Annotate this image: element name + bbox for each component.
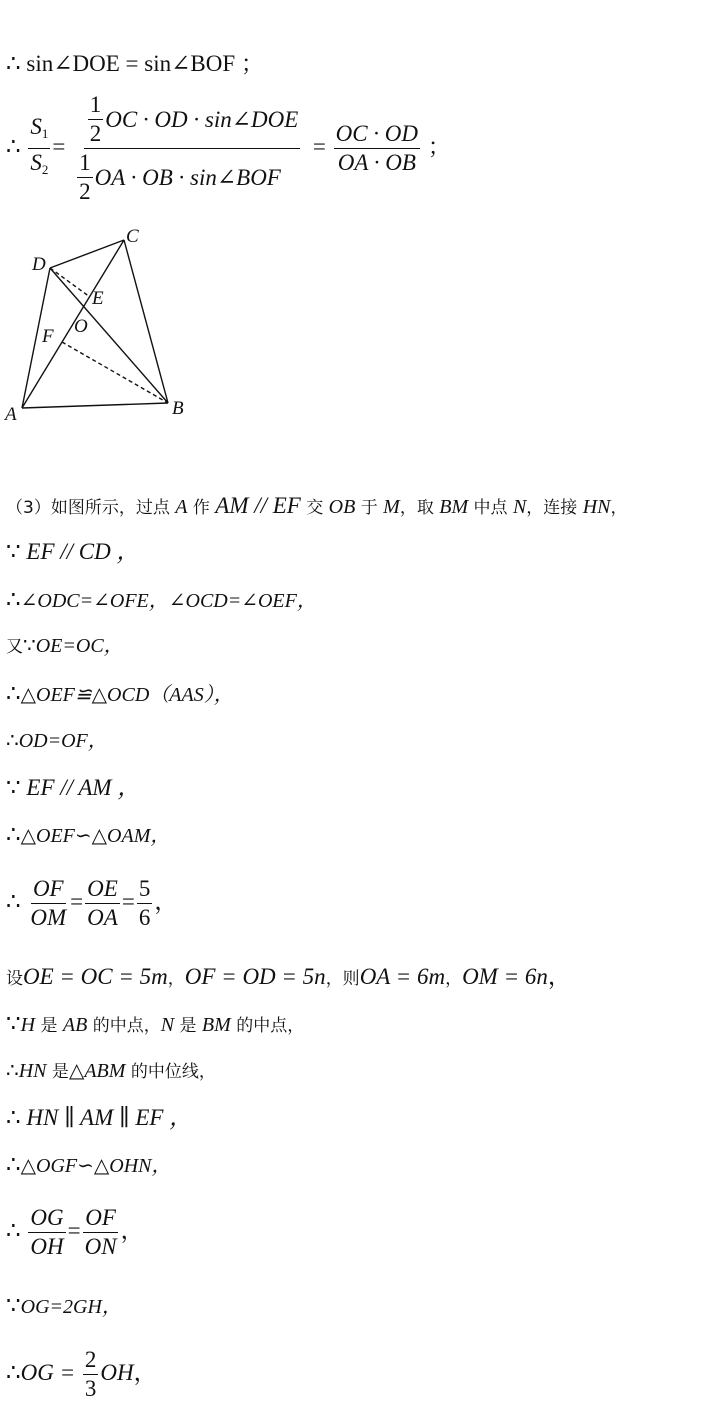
five-sixths — [137, 876, 153, 931]
therefore-symbol: ∴ — [6, 133, 21, 159]
comma: ， — [445, 969, 463, 989]
text-seg: 作 — [187, 498, 216, 518]
dashed-de — [50, 268, 90, 297]
because-symbol: ∵ — [6, 539, 21, 564]
text-seg: 的中位线， — [125, 1062, 216, 1082]
line-congruent — [6, 682, 234, 707]
sin-bof: sin∠BOF — [144, 51, 236, 76]
therefore-symbol: ∴ — [6, 681, 21, 706]
text-seg: 是 — [174, 1016, 202, 1036]
og-eq: OG = — [20, 1359, 81, 1385]
ef-parallel-am: EF // AM ， — [20, 775, 141, 800]
top-product: OC · OD · sin∠DOE — [105, 106, 299, 132]
therefore-symbol: ∴ — [6, 1217, 21, 1243]
line-oe-eq-oc — [6, 634, 124, 659]
segment-ob: OB — [328, 496, 356, 518]
side-ratio-fraction — [334, 121, 420, 176]
comma: ， — [547, 964, 571, 989]
den: 6 — [138, 905, 151, 930]
s1-sub: 1 — [41, 126, 49, 141]
segment-hn: HN — [18, 1060, 47, 1082]
half-den: 2 — [89, 121, 102, 146]
triangle-similarity-2: △OGF∽△OHN， — [20, 1155, 172, 1177]
line-sin-equal — [6, 52, 264, 76]
comma: ， — [154, 888, 178, 914]
semicolon: ； — [427, 133, 451, 159]
comma: ， — [120, 1217, 144, 1243]
line-midline — [6, 1059, 216, 1084]
point-a: A — [175, 496, 188, 518]
line-angles-equal — [6, 588, 317, 613]
text-seg: 的中点， — [87, 1016, 161, 1036]
text-seg: 交 — [300, 498, 329, 518]
segment-bm: BM — [201, 1014, 231, 1036]
point-n: N — [512, 496, 527, 518]
line-similar-oam — [6, 823, 170, 848]
text-seg: 的中点， — [230, 1016, 305, 1036]
oe-oc-value: OE = OC = 5m — [23, 964, 168, 989]
sine-area-fraction — [73, 92, 311, 205]
og-over-oh — [28, 1205, 65, 1260]
then-text: ，则 — [325, 969, 360, 989]
den: OH — [30, 1234, 64, 1259]
segment-ab: AB — [62, 1014, 88, 1036]
label-c: C — [126, 226, 139, 247]
therefore-symbol: ∴ — [6, 730, 19, 752]
s1-over-s2 — [28, 114, 50, 183]
therefore-symbol: ∴ — [6, 51, 21, 76]
s2-letter: S — [30, 150, 42, 175]
line-og-two-thirds — [6, 1347, 157, 1402]
line-og-2gh — [6, 1294, 122, 1319]
oh-term: OH — [100, 1359, 134, 1385]
because-symbol: ∵ — [23, 635, 36, 657]
rhs-den: OA · OB — [337, 150, 416, 175]
therefore-symbol: ∴ — [6, 888, 21, 914]
therefore-symbol: ∴ — [6, 1152, 21, 1177]
bottom-product: OA · OB · sin∠BOF — [94, 164, 281, 190]
label-e: E — [92, 288, 104, 309]
line-og-oh-ratio: ∴ $\frac{OG}{OH}$ = $\frac{OF}{ON}$ ， — [6, 1205, 144, 1259]
half-bottom — [77, 150, 93, 205]
oa-value: OA = 6m — [359, 964, 446, 989]
half-num: 1 — [88, 92, 104, 120]
s1-letter: S — [30, 114, 42, 139]
of-over-om — [28, 876, 68, 931]
triangle-abm: △ABM — [68, 1060, 126, 1082]
den: 3 — [84, 1376, 97, 1401]
half-top — [88, 92, 104, 147]
text-seg: ，取 — [399, 498, 440, 518]
sin-doe: sin∠DOE — [26, 51, 120, 76]
num: OF — [83, 1205, 118, 1233]
therefore-symbol: ∴ — [6, 1060, 19, 1082]
quadrilateral-figure — [2, 222, 202, 427]
segment-hn: HN — [582, 496, 611, 518]
num: 2 — [83, 1347, 99, 1375]
text-seg: 是 — [46, 1062, 69, 1082]
oe-equals-oc: OE=OC， — [35, 635, 124, 657]
text-seg: 中点 — [468, 498, 513, 518]
line-ef-parallel-am — [6, 776, 140, 800]
because-symbol: ∵ — [6, 1011, 21, 1036]
num: OF — [31, 876, 66, 904]
om-value: OM = 6n — [462, 964, 548, 989]
of-over-on — [83, 1205, 119, 1260]
segment-bm: BM — [439, 496, 469, 518]
num: OG — [28, 1205, 65, 1233]
half-den-2: 2 — [79, 179, 91, 204]
ef-parallel-cd: EF // CD ， — [26, 539, 140, 564]
dashed-fb — [62, 342, 168, 403]
hn-am-ef-parallel: HN ∥ AM ∥ EF ， — [20, 1105, 193, 1130]
triangle-similarity: △OEF∽△OAM， — [20, 825, 171, 847]
text-seg: 是 — [35, 1016, 63, 1036]
line-ef-parallel-cd — [6, 540, 139, 564]
equal-sign: = — [125, 51, 139, 76]
den: OA — [87, 905, 118, 930]
comma: ， — [167, 969, 185, 989]
triangle-congruence: △OEF≌△OCD（AAS）， — [20, 684, 234, 706]
line-midpoints — [6, 1012, 304, 1038]
text-seg: ，连接 — [526, 498, 583, 518]
line-hn-parallel — [6, 1106, 192, 1130]
label-d: D — [32, 254, 46, 275]
od-equals-of: OD=OF， — [18, 730, 108, 752]
two-thirds — [83, 1347, 99, 1402]
label-f: F — [42, 326, 54, 347]
therefore-symbol: ∴ — [6, 822, 21, 847]
line-ratio-five-sixths: ∴ $\frac{OF}{OM}$ = $\frac{OE}{OA}$ = $\frac{5}{6}$ ， — [6, 876, 178, 930]
therefore-symbol: ∴ — [6, 1359, 21, 1385]
segment-cd — [50, 240, 124, 268]
let-text: 设 — [6, 969, 23, 989]
text-seg: （3）如图所示，过点 — [6, 498, 176, 518]
line-let-values — [6, 965, 571, 991]
line-od-eq-of — [6, 729, 108, 753]
half-num-2: 1 — [77, 150, 93, 178]
s2-sub: 2 — [41, 162, 49, 177]
part-3-intro — [6, 494, 627, 520]
oe-over-oa — [85, 876, 120, 931]
point-m: M — [383, 496, 400, 518]
point-h: H — [20, 1014, 36, 1036]
comma: ， — [133, 1359, 157, 1385]
point-n: N — [160, 1014, 175, 1036]
line-similar-ohn — [6, 1153, 172, 1178]
text-seg: 于 — [355, 498, 384, 518]
text-seg: ， — [610, 498, 628, 518]
am-parallel-ef: AM // EF — [215, 493, 301, 518]
line-area-ratio: ∴ $\frac{S_1}{S_2}$ = $\frac{1}{2}$ OC · OD · sin∠DOE $\frac{1}{2}$ OA · OB · sin∠BOF = $\frac{OC \cdot OD}{OA \cdot OB}$ ； — [6, 92, 451, 204]
den: OM — [30, 905, 67, 930]
segment-ab — [22, 403, 168, 408]
of-od-value: OF = OD = 5n — [184, 964, 326, 989]
label-b: B — [172, 398, 184, 419]
den: ON — [84, 1234, 117, 1259]
because-symbol: ∵ — [6, 775, 21, 800]
semicolon: ； — [240, 51, 264, 76]
angle-equalities: ∠ODC=∠OFE，∠OCD=∠OEF， — [20, 590, 317, 612]
also-text: 又 — [6, 637, 23, 657]
because-symbol: ∵ — [6, 1293, 21, 1318]
label-o: O — [74, 316, 88, 337]
num: OE — [85, 876, 120, 904]
label-a: A — [5, 404, 17, 425]
therefore-symbol: ∴ — [6, 587, 21, 612]
num: 5 — [137, 876, 153, 904]
og-equals-2gh: OG=2GH， — [20, 1296, 122, 1318]
rhs-num: OC · OD — [334, 121, 420, 149]
therefore-symbol: ∴ — [6, 1105, 21, 1130]
